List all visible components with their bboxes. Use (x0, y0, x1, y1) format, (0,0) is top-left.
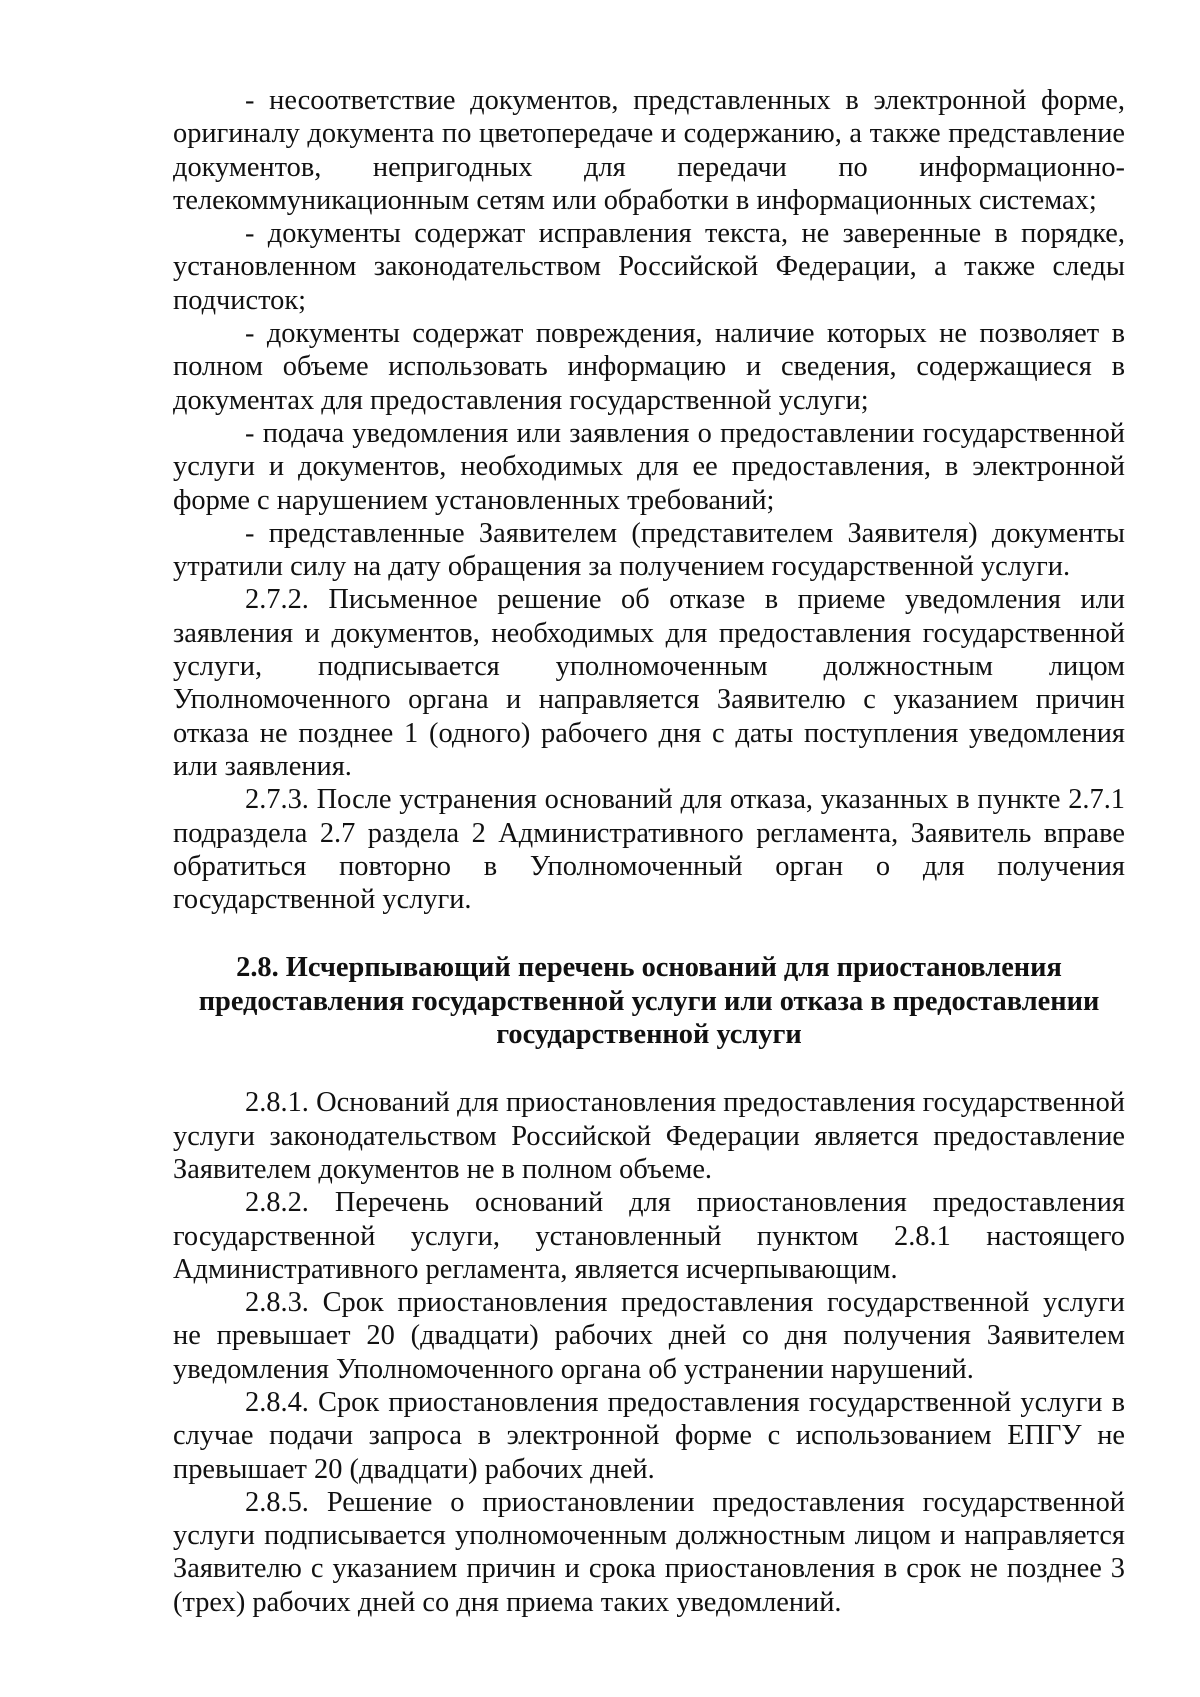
paragraph-uncertified-corrections: - документы содержат исправления текста, не заверенные в порядке, установленном законодательством Российской Федерации, а также следы подчисток; (173, 218, 1125, 316)
paragraph-expired-documents: - представленные Заявителем (представителем Заявителя) документы утратили силу на дату обращения за получением государственной услуги. (173, 517, 1125, 583)
paragraph-2-7-3: 2.7.3. После устранения оснований для отказа, указанных в пункте 2.7.1 подраздела 2.7 раздела 2 Административного регламента, Заявитель вправе обратиться повторно в Уполномоченный орган о для получения государственной услуги. (173, 784, 1125, 916)
paragraph-2-8-5: 2.8.5. Решение о приостановлении предоставления государственной услуги подписывается уполномоченным должностным лицом и направляется Заявителю с указанием причин и срока приостановления в срок не позднее 3 (трех) рабочих дней со дня приема таких уведомлений. (173, 1486, 1125, 1618)
paragraph-damaged-documents: - документы содержат повреждения, наличие которых не позволяет в полном объеме использовать информацию и сведения, содержащиеся в документах для предоставления государственной услуги; (173, 318, 1125, 416)
paragraph-2-8-2: 2.8.2. Перечень оснований для приостановления предоставления государственной услуги, установленный пунктом 2.8.1 настоящего Административного регламента, является исчерпывающим. (173, 1187, 1125, 1285)
paragraph-2-8-4: 2.8.4. Срок приостановления предоставления государственной услуги в случае подачи запроса в электронной форме с использованием ЕПГУ не превышает 20 (двадцати) рабочих дней. (173, 1386, 1125, 1485)
section-2-8-body (173, 1086, 1125, 1619)
section-heading-2-8: 2.8. Исчерпывающий перечень оснований для приостановления предоставления государственной услуги или отказа в предоставлении государственной услуги (198, 952, 1100, 1051)
paragraph-2-8-1: 2.8.1. Оснований для приостановления предоставления государственной услуги законодательством Российской Федерации является предоставление Заявителем документов не в полном объеме. (173, 1087, 1125, 1185)
paragraph-2-8-3: 2.8.3. Срок приостановления предоставления государственной услуги не превышает 20 (двадцати) рабочих дней со дня получения Заявителем уведомления Уполномоченного органа об устранении нарушений. (173, 1287, 1125, 1385)
paragraph-mismatch-electronic-form: - несоответствие документов, представленных в электронной форме, оригиналу документа по цветопередаче и содержанию, а также представление документов, непригодных для передачи по информационно-телекоммуникационным сетям или обработки в информационных системах; (173, 85, 1125, 216)
paragraph-requirements-violation: - подача уведомления или заявления о предоставлении государственной услуги и документов, необходимых для ее предоставления, в электронной форме с нарушением установленных требований; (173, 417, 1125, 516)
paragraph-2-7-2: 2.7.2. Письменное решение об отказе в приеме уведомления или заявления и документов, необходимых для предоставления государственной услуги, подписывается уполномоченным должностным лицом Уполномоченного органа и направляется Заявителю с указанием причин отказа не позднее 1 (одного) рабочего дня с даты поступления уведомления или заявления. (173, 584, 1125, 782)
document-page (173, 84, 1125, 1619)
